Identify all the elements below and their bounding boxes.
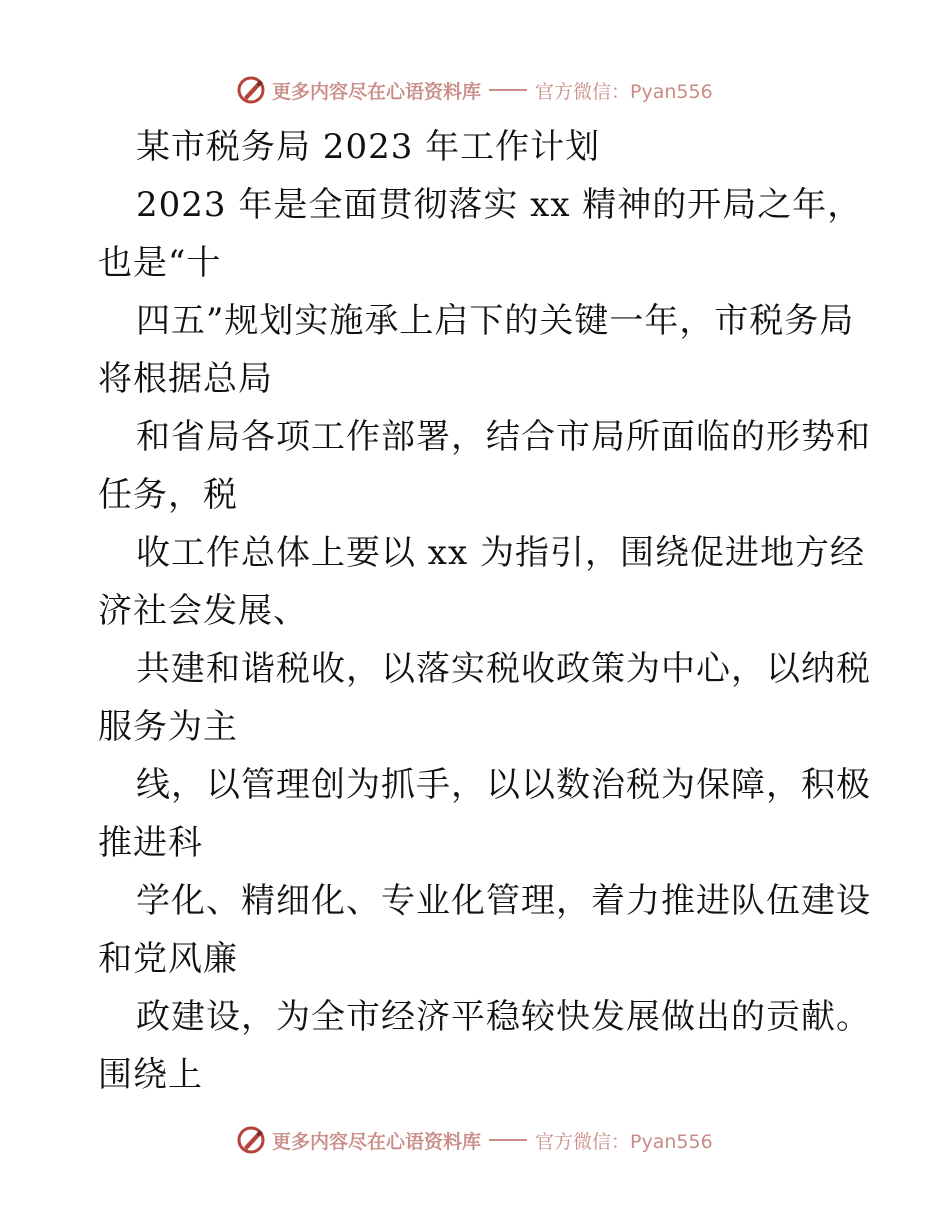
paragraph-line: 任务，税	[98, 475, 238, 515]
paragraph-line: 政建设，为全市经济平稳较快发展做出的贡献。	[136, 997, 871, 1037]
document-body	[98, 118, 871, 1104]
watermark-brand-text: 更多内容尽在心语资料库	[272, 80, 482, 103]
paragraph-line: 四五”规划实施承上启下的关键一年，市税务局	[136, 301, 855, 341]
paragraph-line: 和省局各项工作部署，结合市局所面临的形势和	[136, 417, 871, 457]
paragraph-line: 和党风廉	[98, 939, 238, 979]
paragraph-line: 2023 年是全面贯彻落实 xx 精神的开局之年，	[136, 185, 863, 225]
paragraph-line: 收工作总体上要以 xx 为指引，围绕促进地方经	[136, 533, 865, 573]
watermark-suffix-text: 官方微信：Pyan556	[535, 1130, 713, 1153]
footer-watermark	[236, 1123, 713, 1157]
pen-circle-logo-icon	[236, 75, 266, 105]
watermark-brand-text: 更多内容尽在心语资料库	[272, 1130, 482, 1153]
pen-circle-logo-icon	[236, 1125, 266, 1155]
paragraph-line: 济社会发展、	[98, 591, 308, 631]
document-title: 某市税务局 2023 年工作计划	[136, 127, 601, 167]
paragraph-line: 线，以管理创为抓手，以以数治税为保障，积极	[136, 765, 871, 805]
paragraph-line: 也是“十	[98, 243, 222, 283]
paragraph-line: 共建和谐税收，以落实税收政策为中心，以纳税	[136, 649, 871, 689]
watermark-dash	[489, 1139, 527, 1141]
paragraph-line: 推进科	[98, 823, 203, 863]
paragraph-line: 围绕上	[98, 1055, 203, 1095]
paragraph-line: 将根据总局	[98, 359, 273, 399]
header-watermark	[236, 73, 713, 107]
paragraph-line: 学化、精细化、专业化管理，着力推进队伍建设	[136, 881, 871, 921]
paragraph-line: 服务为主	[98, 707, 238, 747]
watermark-dash	[489, 89, 527, 91]
watermark-suffix-text: 官方微信：Pyan556	[535, 80, 713, 103]
